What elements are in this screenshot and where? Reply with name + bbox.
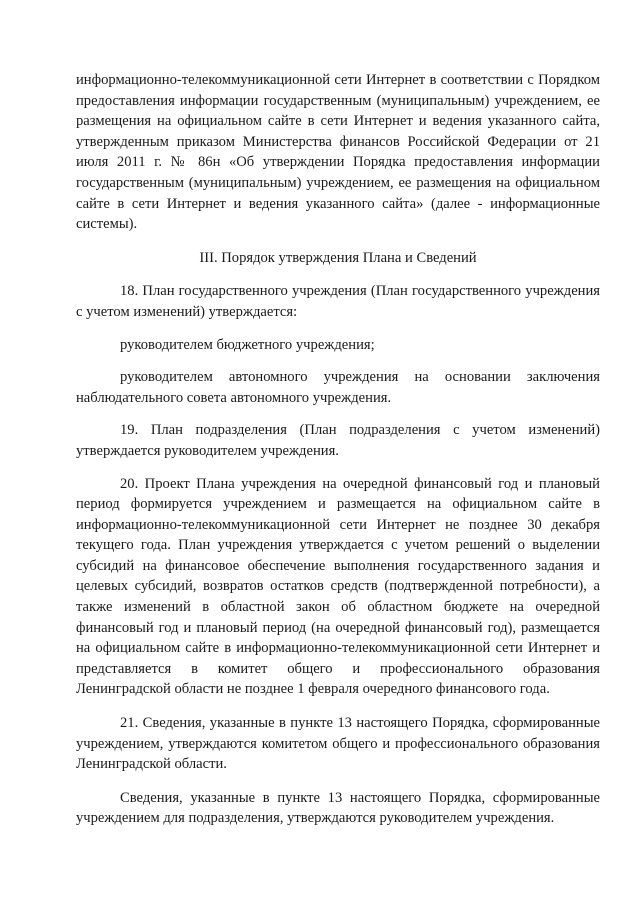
paragraph-18: 18. План государственного учреждения (План государственного учреждения с учетом изменений) утверждается:: [76, 283, 600, 320]
paragraph-18-item-autonomous: руководителем автономного учреждения на основании заключения наблюдательного совета автономного учреждения.: [76, 369, 600, 406]
paragraph-21-subdivision: Сведения, указанные в пункте 13 настоящего Порядка, сформированные учреждением для подразделения, утверждаются руководителем учреждения.: [76, 789, 600, 827]
section-heading: III. Порядок утверждения Плана и Сведений: [199, 249, 477, 266]
paragraph-intro: информационно-телекоммуникационной сети Интернет в соответствии с Порядком предоставления информации государственным (муниципальным) учреждением, ее размещения на официальном сайте в сети Интернет и ведения указанного сайта, утвержденным приказом Министерства финансов Российской Федерации от 21 июля 2011 г. № 86н «Об утверждении Порядка предоставления информации государственным (муниципальным) учреждением, ее размещения на официальном сайте в сети Интернет и ведения указанного сайта» (далее - информационные системы).: [76, 72, 600, 233]
paragraph-20: 20. Проект Плана учреждения на очередной финансовый год и плановый период формируется учреждением и размещается на официальном сайте в информационно-телекоммуникационной сети Интернет не позднее 30 декабря текущего года. План учреждения утверждается с учетом решений о выделении субсидий на финансовое обеспечение выполнения государственного задания и целевых субсидий, возвратов остатков средств (подтвержденной потребности), а также изменений в областной закон об областном бюджете на очередной финансовый год и плановый период (на очередной финансовый год), размещается на официальном сайте в информационно-телекоммуникационной сети Интернет и представляется в комитет общего и профессионального образования Ленинградской области не позднее 1 февраля очередного финансового года.: [76, 475, 600, 698]
paragraph-18-item-budget: руководителем бюджетного учреждения;: [120, 336, 375, 353]
paragraph-19: 19. План подразделения (План подразделения с учетом изменений) утверждается руководителем учреждения.: [76, 422, 600, 459]
paragraph-21: 21. Сведения, указанные в пункте 13 настоящего Порядка, сформированные учреждением, утверждаются комитетом общего и профессионального образования Ленинградской области.: [76, 715, 600, 773]
document-body: [76, 70, 600, 829]
